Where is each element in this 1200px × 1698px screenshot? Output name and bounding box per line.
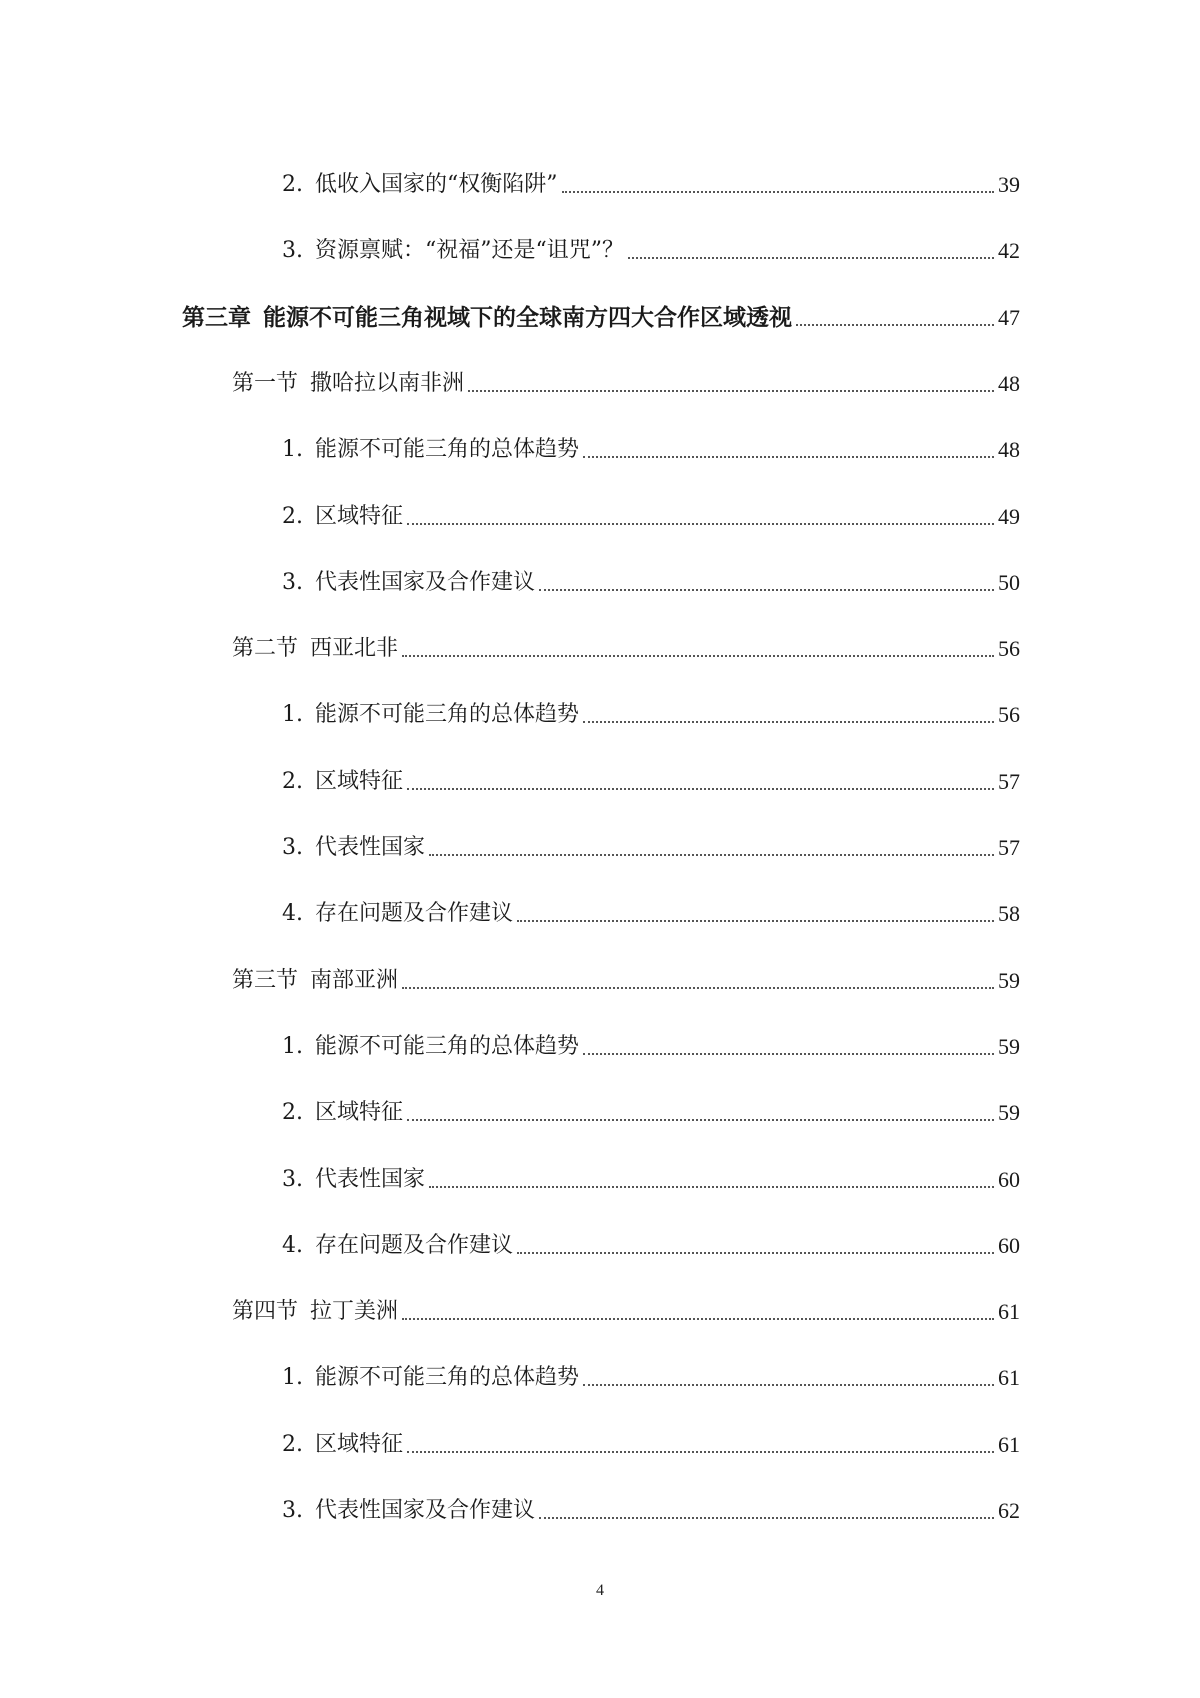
toc-entry-label: [282, 1231, 513, 1261]
toc-entry-title: 能源不可能三角的总体趋势: [315, 702, 580, 728]
dot-leader: [407, 1119, 994, 1121]
toc-entry-page: 59: [998, 967, 1020, 993]
toc-entry-title: 代表性国家: [315, 1166, 426, 1192]
toc-entry-number: 3.: [282, 238, 303, 264]
toc-entry-page: 57: [998, 835, 1020, 860]
toc-entry-number: 3.: [282, 1166, 303, 1192]
toc-entry-label: [282, 1363, 579, 1393]
toc-entry-label: [282, 568, 535, 598]
toc-entry-label: [282, 833, 425, 863]
toc-entry-title: 撒哈拉以南非洲: [310, 370, 465, 396]
toc-entry-label: [282, 899, 513, 929]
toc-entry-page: 57: [998, 768, 1020, 794]
toc-entry-number: 2.: [282, 1100, 303, 1126]
dot-leader: [539, 1517, 994, 1519]
toc-entry-title: 西亚北非: [310, 636, 399, 662]
toc-entry-page: 50: [998, 569, 1020, 595]
dot-leader: [517, 1252, 994, 1254]
toc-entry-number: 2.: [282, 172, 303, 197]
toc-entry-item[interactable]: [282, 1022, 1020, 1062]
toc-entry-title: 代表性国家及合作建议: [315, 1498, 536, 1523]
toc-entry-page: 58: [998, 901, 1020, 927]
dot-leader: [583, 1053, 994, 1055]
toc-entry-number: 4.: [282, 1232, 303, 1258]
toc-entry-number: 1.: [282, 1033, 303, 1059]
toc-entry-page: 59: [998, 1100, 1020, 1126]
toc-entry-number: 2.: [282, 1431, 303, 1457]
toc-entry-title: 区域特征: [315, 1431, 404, 1457]
toc-entry-number: 第三章: [182, 303, 251, 331]
dot-leader: [468, 390, 994, 392]
toc-entry-page: 61: [998, 1365, 1020, 1391]
dot-leader: [796, 324, 994, 326]
toc-entry-label: [232, 634, 398, 664]
toc-entry-page: 42: [998, 238, 1020, 264]
dot-leader: [407, 1451, 994, 1453]
toc-entry-item[interactable]: [282, 1486, 1020, 1526]
toc-entry-label: [282, 1496, 535, 1526]
toc-entry-title: 拉丁美洲: [310, 1299, 399, 1325]
toc-entry-title: 代表性国家: [315, 835, 426, 860]
toc-entry-number: 第三节: [232, 967, 299, 993]
dot-leader: [429, 1186, 994, 1188]
toc-entry-number: 1.: [282, 702, 303, 728]
toc-entry-number: 1.: [282, 1365, 303, 1391]
dot-leader: [402, 987, 994, 989]
toc-entry-label: [282, 700, 579, 730]
toc-entry-label: [182, 303, 792, 333]
toc-entry-page: 49: [998, 503, 1020, 529]
toc-entry-chapter[interactable]: [182, 293, 1020, 333]
dot-leader: [539, 589, 994, 591]
toc-entry-item[interactable]: [282, 1221, 1020, 1261]
toc-entry-item[interactable]: [282, 1420, 1020, 1460]
toc-entry-page: 60: [998, 1166, 1020, 1192]
toc-entry-number: 第一节: [232, 370, 299, 396]
toc-entry-label: [282, 1165, 425, 1195]
toc-entry-page: 56: [998, 636, 1020, 662]
toc-entry-item[interactable]: [282, 1155, 1020, 1195]
toc-entry-number: 1.: [282, 437, 303, 463]
toc-entry-page: 39: [998, 172, 1020, 197]
toc-entry-section[interactable]: [232, 359, 1020, 399]
toc-entry-label: [282, 170, 558, 200]
page-number: 4: [596, 1582, 604, 1599]
toc-entry-item[interactable]: [282, 425, 1020, 465]
toc-entry-title: 能源不可能三角的总体趋势: [315, 1033, 580, 1059]
dot-leader: [407, 523, 994, 525]
dot-leader: [583, 456, 994, 458]
toc-entry-label: [232, 1297, 398, 1327]
dot-leader: [583, 1384, 994, 1386]
toc-entry-item[interactable]: [282, 823, 1020, 863]
toc-entry-title: 南部亚洲: [310, 967, 399, 993]
dot-leader: [517, 920, 994, 922]
toc-entry-number: 2.: [282, 768, 303, 794]
toc-entry-title: 区域特征: [315, 503, 404, 529]
toc-entry-number: 第四节: [232, 1299, 299, 1325]
toc-entry-page: 61: [998, 1299, 1020, 1325]
toc-entry-page: 59: [998, 1033, 1020, 1059]
dot-leader: [407, 788, 994, 790]
toc-entry-item[interactable]: [282, 1353, 1020, 1393]
dot-leader: [583, 721, 994, 723]
toc-entry-label: [282, 1032, 579, 1062]
toc-entry-item[interactable]: [282, 492, 1020, 532]
toc-entry-page: 48: [998, 437, 1020, 463]
toc-entry-page: 61: [998, 1431, 1020, 1457]
toc-entry-label: [282, 767, 403, 797]
dot-leader: [402, 1318, 994, 1320]
toc-entry-number: 4.: [282, 901, 303, 927]
toc-entry-title: 存在问题及合作建议: [315, 1232, 514, 1258]
dot-leader: [402, 655, 994, 657]
toc-entry-title: 区域特征: [315, 768, 404, 794]
toc-entry-item[interactable]: [282, 558, 1020, 598]
toc-entry-title: 能源不可能三角的总体趋势: [315, 1365, 580, 1391]
toc-entry-title: 能源不可能三角视域下的全球南方四大合作区域透视: [263, 303, 792, 331]
toc-entry-label: [282, 1430, 403, 1460]
toc-entry-number: 3.: [282, 569, 303, 595]
toc-entry-page: 62: [998, 1498, 1020, 1523]
dot-leader: [628, 257, 994, 259]
toc-entry-label: [282, 1098, 403, 1128]
toc-entry-title: 资源禀赋：“祝福”还是“诅咒”？: [315, 238, 624, 264]
toc-entry-label: [232, 966, 398, 996]
toc-entry-page: 47: [998, 304, 1020, 330]
toc-entry-title: 区域特征: [315, 1100, 404, 1126]
toc-entry-item[interactable]: [282, 226, 1020, 266]
dot-leader: [429, 854, 994, 856]
toc-entry-number: 3.: [282, 1498, 303, 1523]
toc-entry-label: [282, 236, 624, 266]
toc-entry-number: 2.: [282, 503, 303, 529]
toc-entry-label: [282, 502, 403, 532]
dot-leader: [562, 191, 995, 193]
toc-entry-page: 56: [998, 702, 1020, 728]
toc-entry-section[interactable]: [232, 1287, 1020, 1327]
toc-entry-item[interactable]: [282, 160, 1020, 200]
toc-entry-item[interactable]: [282, 690, 1020, 730]
toc-entry-title: 存在问题及合作建议: [315, 901, 514, 927]
toc-entry-page: 60: [998, 1232, 1020, 1258]
toc-entry-label: [232, 369, 464, 399]
toc-entry-title: 低收入国家的“权衡陷阱”: [315, 172, 558, 197]
toc-entry-label: [282, 435, 579, 465]
toc-entry-title: 代表性国家及合作建议: [315, 569, 536, 595]
toc-entry-item[interactable]: [282, 1088, 1020, 1128]
toc-entry-item[interactable]: [282, 757, 1020, 797]
toc-entry-number: 第二节: [232, 636, 299, 662]
toc-entry-item[interactable]: [282, 889, 1020, 929]
toc-entry-page: 48: [998, 370, 1020, 396]
toc-entry-section[interactable]: [232, 956, 1020, 996]
toc-entry-number: 3.: [282, 835, 303, 860]
toc-entry-section[interactable]: [232, 624, 1020, 664]
toc-entry-title: 能源不可能三角的总体趋势: [315, 437, 580, 463]
